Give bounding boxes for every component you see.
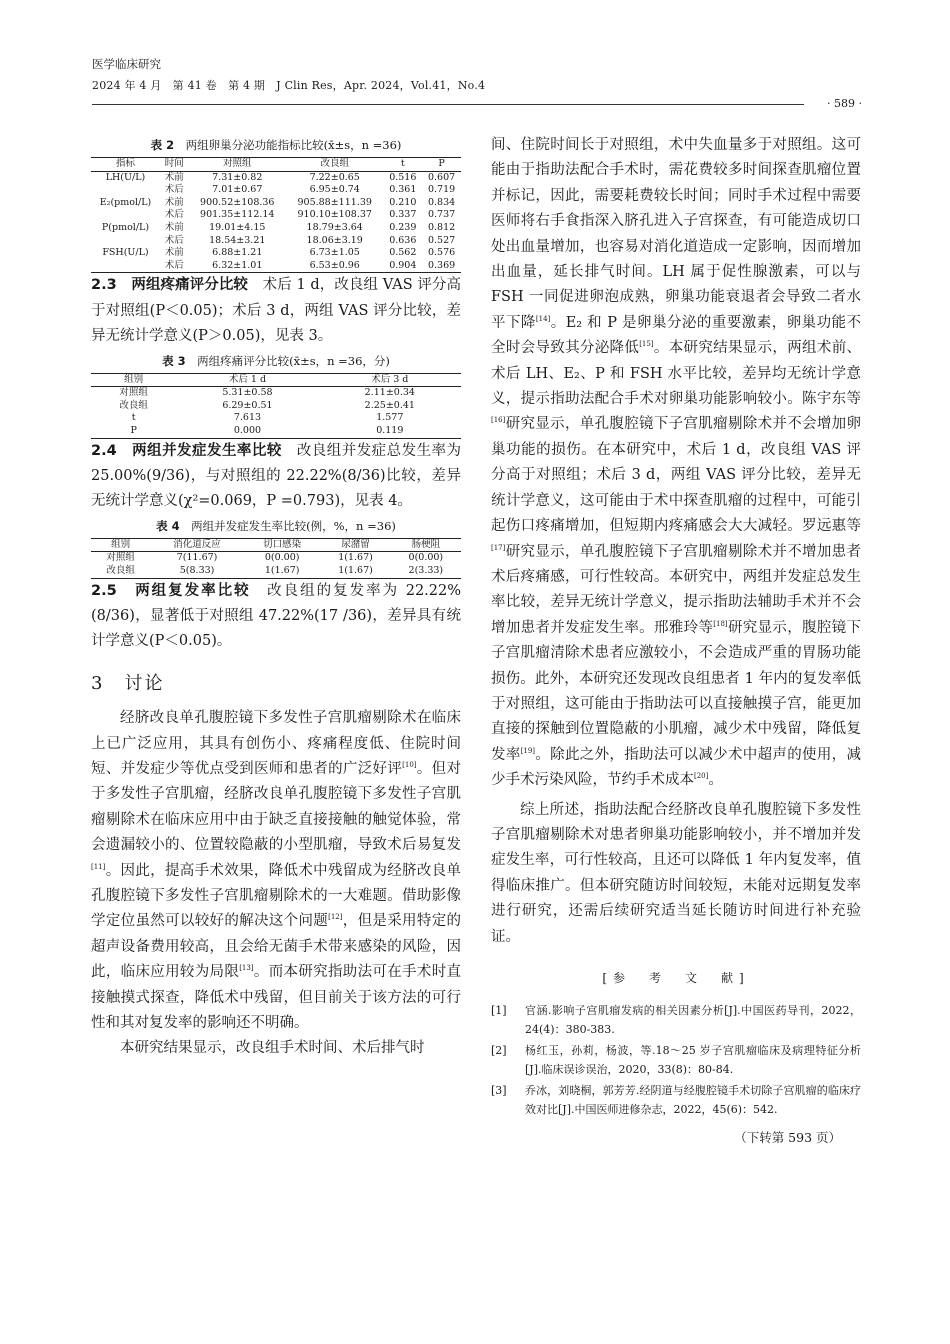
reference-item: [3] 乔冰，刘晓桐，郭芳芳.经阴道与经腹腔镜手术切除子宫肌瘤的临床疗效对比[J].中国医师进修杂志，2022，45(6)：542. [491,1084,861,1117]
table-row: FSH(U/L) 术前 6.88±1.21 6.73±1.05 0.562 0.576 [102,247,456,259]
reference-item: [1] 官涵.影响子宫肌瘤发病的相关因素分析[J].中国医药导刊，2022，24(4)：380-383. [491,1004,861,1037]
references-heading: [参 考 文 献] [602,971,750,985]
section-2-4: 2.4 两组并发症发生率比较 改良组并发症总发生率为 25.00%(9/36)，与对照组的 22.22%(8/36)比较，差异无统计学意义(χ²=0.069，P =0.793)，见表 4。 [91,442,462,510]
left-column [91,134,461,1061]
section-2-3: 2.3 两组疼痛评分比较 术后 1 d，改良组 VAS 评分高于对照组(P＜0.05)；术后 3 d，两组 VAS 评分比较，差异无统计学意义(P＞0.05)，见表 3。 [91,277,462,345]
table-row: 术后 7.01±0.67 6.95±0.74 0.361 0.719 [164,184,456,196]
table-row: 术后 6.32±1.01 6.53±0.96 0.904 0.369 [164,259,456,271]
continued-note: （下转第 593 页） [734,1130,841,1146]
journal-name: 医学临床研究 [92,57,161,71]
table-row: 改良组 5(8.33) 1(1.67) 1(1.67) 2(3.33) [106,564,444,576]
table3-caption: 表 3 两组疼痛评分比较(x̄±s，n =36，分) [162,353,390,368]
reference-item: [2] 杨红玉，孙莉，杨波，等.18～25 岁子宫肌瘤临床及病理特征分析[J].临床误诊误治，2020，33(8)：80-84. [491,1044,861,1077]
discussion-paragraph-2: 间、住院时间长于对照组，术中失血量多于对照组。这可能由于指助法配合手术时，需花费较多时间探查肌瘤位置并标记，因此，需要耗费较长时间；同时手术过程中需要医师将右手食指深入脐孔进入子宫探查，有可能造成切口处出血量增加，也容易对消化道造成一定影响，因而增加出血量，延长排气时间。LH 属于促性腺激素，可以与 FSH 一同促进卵泡成熟，卵巢功能衰退者会导致二者水平下降[14]。E₂ 和 P 是卵巢分泌的重要激素，卵巢功能不全时会导致其分泌降低[15]。本研究结果显示，两组术前、术后 LH、E₂、P 和 FSH 水平比较，差异均无统计学意义，提示指助法配合手术对卵巢功能影响较小。陈宇东等[16]研究显示，单孔腹腔镜下子宫肌瘤剔除术并不会增加卵巢功能的损伤。在本研究中，术后 1 d，改良组 VAS 评分高于对照组；术后 3 d，两组 VAS 评分比较，差异无统计学意义，这可能由于术中探查肌瘤的过程中，可能引起伤口疼痛增加，但短期内疼痛感会大大减轻。罗远惠等[17]研究显示，单孔腹腔镜下子宫肌瘤剔除术并不增加患者术后疼痛感，可行性较高。本研究中，两组并发症总发生率比较，差异无统计学意义，提示指助法辅助手术并不会增加患者并发症发生率。邢雅玲等[18]研究显示，腹腔镜下子宫肌瘤清除术患者应激较小，不会造成严重的胃肠功能损伤。此外，本研究还发现改良组患者 1 年内的复发率低于对照组，这可能由于指助法可以直接触摸子宫，能更加直接的探触到位置隐蔽的小肌瘤，减少术中残留，降低复发率[19]。除此之外，指助法可以减少术中超声的使用，减少手术污染风险，节约手术成本[20]。 [491,137,862,789]
section-2-5: 2.5 两组复发率比较 改良组的复发率为 22.22%(8/36)，显著低于对照组 47.22%(17 /36)，差异具有统计学意义(P＜0.05)。 [91,582,462,650]
table-row: t 7.613 1.577 [131,412,404,424]
table-row: 对照组 5.31±0.58 2.11±0.34 [119,387,415,399]
section-3-heading: 3 讨论 [91,672,165,694]
table-row: P(pmol/L) 术前 19.01±4.15 18.79±3.64 0.239 0.812 [101,221,456,233]
table2-caption: 表 2 两组卵巢分泌功能指标比较(x̄±s，n =36) [150,138,402,152]
table-row: 对照组 7(11.67) 0(0.00) 1(1.67) 0(0.00) [106,552,444,564]
page-number: · 589 · [827,97,862,110]
discussion-paragraph-1: 经脐改良单孔腹腔镜下多发性子宫肌瘤剔除术在临床上已广泛应用，其具有创伤小、疼痛程度低、住院时间短、并发症少等优点受到医师和患者的广泛好评[10]。但对于多发性子宫肌瘤，经脐改良单孔腹腔镜下多发性子宫肌瘤剔除术在临床应用中由于缺乏直接接触的触觉体验，常会遗漏较小的、位置较隐蔽的小型肌瘤，导致术后易复发[11]。因此，提高手术效果，降低术中残留成为经脐改良单孔腹腔镜下多发性子宫肌瘤剔除术的一大难题。借助影像学定位虽然可以较好的解决这个问题[12]，但是采用特定的超声设备费用较高，且会给无菌手术带来感染的风险，因此，临床应用较为局限[13]。而本研究指助法可在手术时直接触摸式探查，降低术中残留，但目前关于该方法的可行性和其对复发率的影响还不明确。 [91,710,462,1032]
discussion-paragraph-2-start: 本研究结果显示，改良组手术时间、术后排气时 [120,1040,425,1057]
table-row: E₂(pmol/L) 术前 900.52±108.36 905.88±111.39 0.210 0.834 [99,196,456,208]
table-row: 改良组 6.29±0.51 2.25±0.41 [119,399,415,411]
table3: 组别 术后 1 d 术后 3 d 对照组 5.31±0.58 2.11±0.34 改良组 6.29±0.51 2.25±0.41 t 7.613 1.577 P 0.000 0.119 [91,373,461,439]
issue-info: 2024 年 4 月 第 41 卷 第 4 期 J Clin Res，Apr. 2024，Vol.41，No.4 [92,79,486,92]
right-column [491,134,861,1151]
table-row: 术后 18.54±3.21 18.06±3.19 0.636 0.527 [164,234,456,246]
table-row: P 0.000 0.119 [130,424,404,436]
table2: 指标 时间 对照组 改良组 t P LH(U/L) 术前 7.31±0.82 7.22±0.65 0.516 0.607 术后 7.01±0.67 6.95±0.74 0.361 0.719 E₂(pmol/L) 术前 900.52±108.36 905.88±111.39 0.210 0.834 术后 901.35±112.14 910.10±108.37 0.337 0.737 P(pmol/L) 术前 19.01±4.15 18.79±3.64 0.239 0.812 术后 18.54±3.21 18.06±3.19 0.636 0.527 FSH(U/L) 术前 6.88±1.21 6.73±1.05 0.562 0.576 术后 6.32±1.01 6.53±0.96 0.904 0.369 [91,157,461,273]
table-row: LH(U/L) 术前 7.31±0.82 7.22±0.65 0.516 0.607 [105,171,456,183]
header-rule [92,104,804,105]
table4-caption: 表 4 两组并发症发生率比较(例，%，n =36) [156,518,396,533]
table4: 组别 消化道反应 切口感染 尿潴留 肠梗阻 对照组 7(11.67) 0(0.00) 1(1.67) 0(0.00) 改良组 5(8.33) 1(1.67) 1(1.67) 2(3.33) [91,538,461,579]
table-row: 术后 901.35±112.14 910.10±108.37 0.337 0.737 [164,209,456,221]
running-header [92,56,862,110]
conclusion-paragraph: 综上所述，指助法配合经脐改良单孔腹腔镜下多发性子宫肌瘤剔除术对患者卵巢功能影响较小，并不增加并发症发生率，可行性较高，且还可以降低 1 年内复发率，值得临床推广。但本研究随访时间较短，未能对远期复发率进行研究，还需后续研究适当延长随访时间进行补充验证。 [491,801,861,945]
